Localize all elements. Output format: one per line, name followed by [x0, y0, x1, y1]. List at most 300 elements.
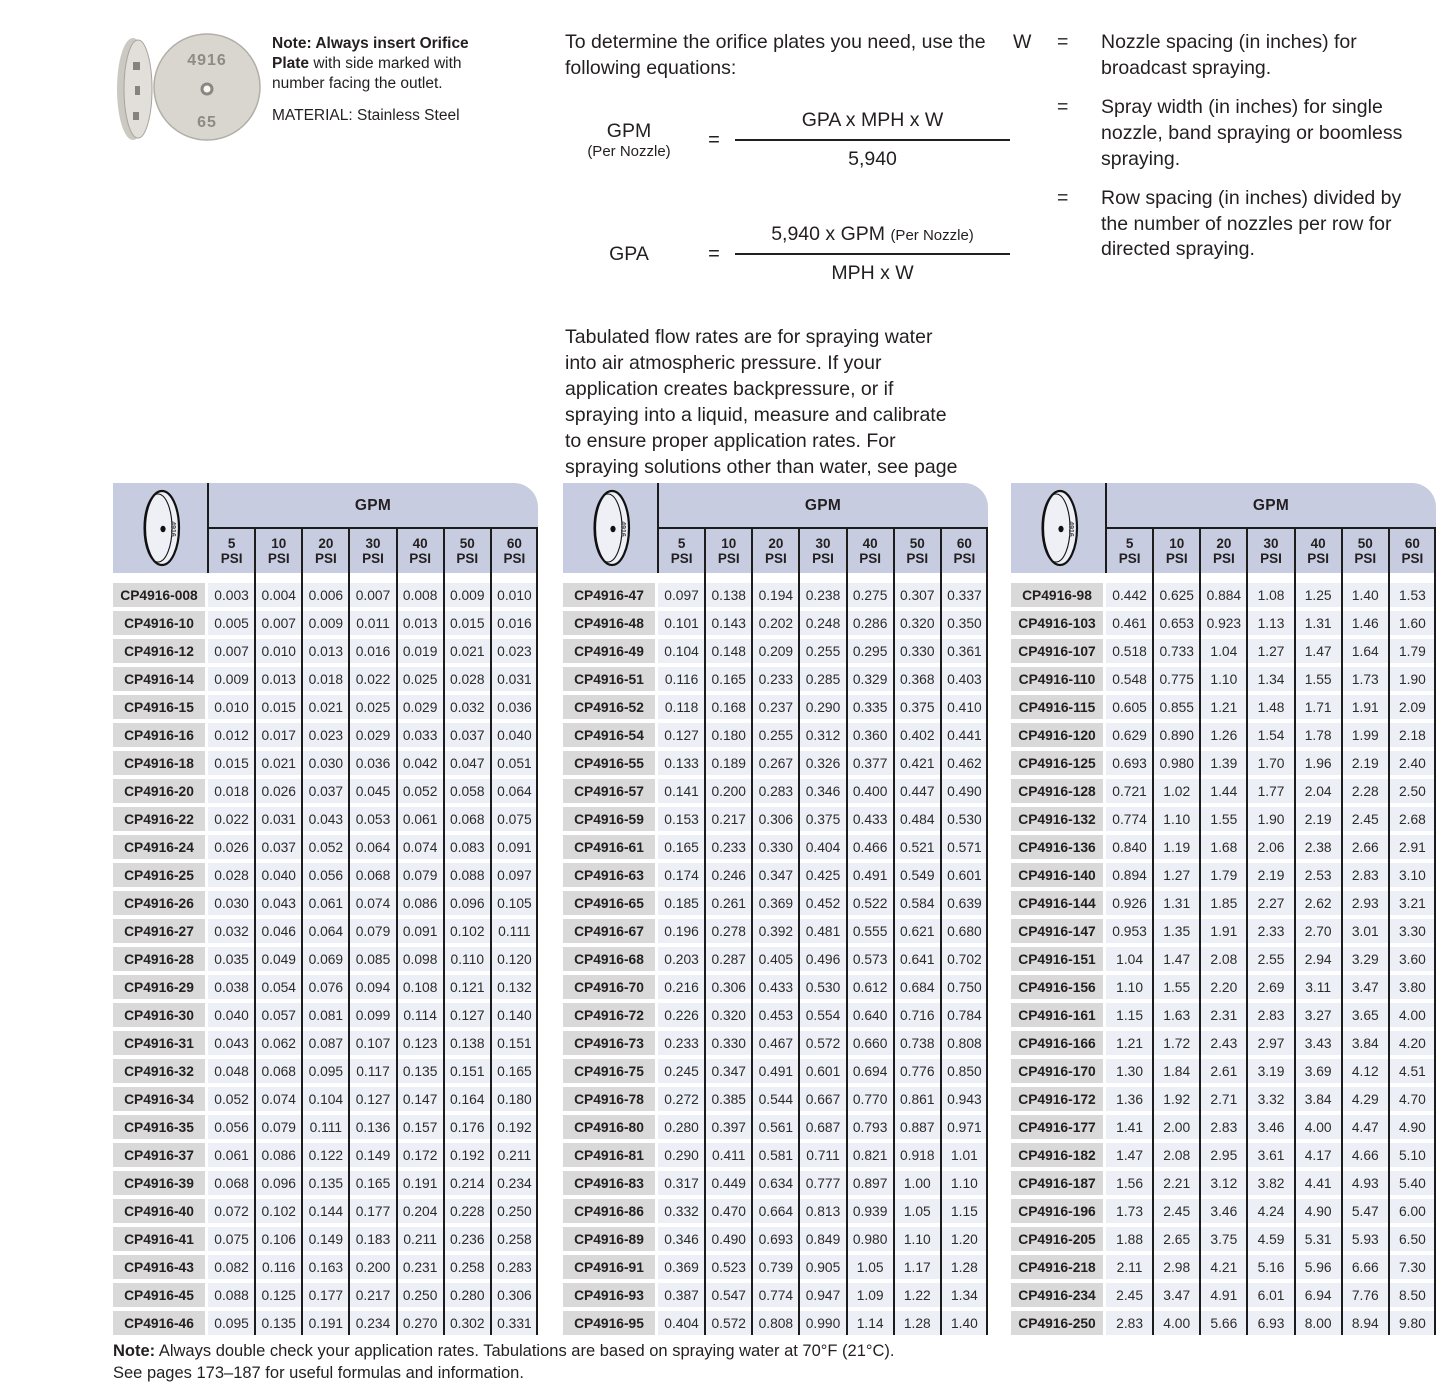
gpm-value-cell: 0.821 [847, 1143, 894, 1167]
gpm-value-cell: 0.116 [255, 1255, 302, 1279]
gpm-value-cell: 1.05 [894, 1199, 941, 1223]
gpm-value-cell: 1.85 [1200, 891, 1247, 915]
row-label: CP4916-170 [1011, 1059, 1103, 1083]
gpm-value-cell: 1.96 [1295, 751, 1342, 775]
gpm-value-cell: 4.90 [1389, 1115, 1436, 1139]
table-row [113, 1255, 538, 1279]
gpm-value-cell: 0.163 [302, 1255, 349, 1279]
gpm-value-cell: 0.061 [208, 1143, 255, 1167]
table-row [113, 807, 538, 831]
insertion-note-text [272, 34, 490, 93]
gpm-value-cell: 0.307 [894, 583, 941, 607]
column-divider [536, 529, 538, 1335]
gpm-value-cell: 4.51 [1389, 1059, 1436, 1083]
row-label: CP4916-40 [113, 1199, 205, 1223]
gpm-value-cell: 0.033 [397, 723, 444, 747]
gpm-value-cell: 0.280 [444, 1283, 491, 1307]
gpm-value-cell: 0.157 [397, 1115, 444, 1139]
gpm-value-cell: 0.022 [208, 807, 255, 831]
gpm-column-header: GPM [354, 496, 392, 514]
column-divider [704, 529, 706, 1335]
gpm-value-cell: 0.064 [302, 919, 349, 943]
gpm-value-cell: 1.47 [1295, 639, 1342, 663]
flow-table-2 [563, 483, 988, 1335]
table-row [1011, 919, 1436, 943]
gpm-value-cell: 0.029 [397, 695, 444, 719]
gpm-value-cell: 2.66 [1342, 835, 1389, 859]
row-label: CP4916-15 [113, 695, 205, 719]
row-label: CP4916-187 [1011, 1171, 1103, 1195]
gpm-value-cell: 4.20 [1389, 1031, 1436, 1055]
gpm-value-cell: 3.27 [1295, 1003, 1342, 1027]
gpm-value-cell: 0.776 [894, 1059, 941, 1083]
psi-column-header: 40 PSI [409, 535, 432, 566]
gpm-value-cell: 0.009 [302, 611, 349, 635]
gpm-value-cell: 0.467 [752, 1031, 799, 1055]
gpm-value-cell: 0.189 [705, 751, 752, 775]
table-header [113, 483, 538, 573]
gpm-value-cell: 0.196 [658, 919, 705, 943]
gpm-value-cell: 0.011 [349, 611, 396, 635]
gpm-value-cell: 0.452 [799, 891, 846, 915]
gpm-value-cell: 2.94 [1295, 947, 1342, 971]
gpm-value-cell: 1.36 [1106, 1087, 1153, 1111]
gpm-value-cell: 1.28 [941, 1255, 988, 1279]
gpm-value-cell: 0.971 [941, 1115, 988, 1139]
insertion-note [272, 34, 490, 126]
gpm-value-cell: 0.849 [799, 1227, 846, 1251]
gpm-value-cell: 0.040 [208, 1003, 255, 1027]
psi-column-header: 40 PSI [1307, 535, 1330, 566]
gpm-value-cell: 0.052 [302, 835, 349, 859]
table-row [113, 583, 538, 607]
gpa-equation-lhs [565, 244, 693, 265]
gpm-value-cell: 0.125 [255, 1283, 302, 1307]
gpm-value-cell: 0.058 [444, 779, 491, 803]
gpm-value-cell: 0.664 [752, 1199, 799, 1223]
gpm-value-cell: 0.320 [894, 611, 941, 635]
gpm-value-cell: 3.32 [1247, 1087, 1294, 1111]
psi-column-header: 50 PSI [906, 535, 929, 566]
row-label: CP4916-29 [113, 975, 205, 999]
gpm-value-cell: 1.10 [1106, 975, 1153, 999]
gpm-value-cell: 0.258 [444, 1255, 491, 1279]
gpm-value-cell: 0.105 [491, 891, 538, 915]
row-label: CP4916-54 [563, 723, 655, 747]
row-label: CP4916-24 [113, 835, 205, 859]
gpm-value-cell: 0.331 [491, 1311, 538, 1335]
column-divider [443, 529, 445, 1335]
gpm-value-cell: 2.27 [1247, 891, 1294, 915]
row-label: CP4916-45 [113, 1283, 205, 1307]
table-header [563, 483, 988, 573]
gpm-value-cell: 0.091 [491, 835, 538, 859]
gpm-value-cell: 0.330 [894, 639, 941, 663]
column-divider [1341, 529, 1343, 1335]
gpm-value-cell: 0.023 [491, 639, 538, 663]
gpm-value-cell: 2.45 [1106, 1283, 1153, 1307]
gpm-value-cell: 0.026 [208, 835, 255, 859]
gpm-value-cell: 0.110 [444, 947, 491, 971]
gpm-value-cell: 0.076 [302, 975, 349, 999]
gpm-value-cell: 0.018 [302, 667, 349, 691]
row-label: CP4916-28 [113, 947, 205, 971]
gpm-value-cell: 0.053 [349, 807, 396, 831]
gpm-value-cell: 0.421 [894, 751, 941, 775]
gpm-value-cell: 0.026 [255, 779, 302, 803]
gpm-value-cell: 0.008 [397, 583, 444, 607]
w-definition-row [1013, 30, 1418, 82]
gpm-value-cell: 0.211 [397, 1227, 444, 1251]
gpm-value-cell: 0.211 [491, 1143, 538, 1167]
gpm-value-cell: 0.009 [208, 667, 255, 691]
insertion-note-bold: Note: Always insert Orifice Plate [272, 35, 469, 72]
gpm-value-cell: 0.346 [658, 1227, 705, 1251]
gpm-value-cell: 1.25 [1295, 583, 1342, 607]
gpm-value-cell: 0.466 [847, 835, 894, 859]
gpm-value-cell: 3.19 [1247, 1059, 1294, 1083]
gpm-value-cell: 2.53 [1295, 863, 1342, 887]
gpm-value-cell: 0.285 [799, 667, 846, 691]
gpm-value-cell: 8.94 [1342, 1311, 1389, 1335]
gpm-value-cell: 0.405 [752, 947, 799, 971]
psi-column-header: 60 PSI [503, 535, 526, 566]
row-label: CP4916-18 [113, 751, 205, 775]
psi-header-row [1106, 529, 1436, 573]
plate-model-marking: 4916 [187, 52, 227, 69]
gpm-value-cell: 1.34 [941, 1283, 988, 1307]
gpm-value-cell: 0.442 [1106, 583, 1153, 607]
gpm-value-cell: 0.326 [799, 751, 846, 775]
gpm-value-cell: 4.29 [1342, 1087, 1389, 1111]
gpm-value-cell: 1.71 [1295, 695, 1342, 719]
row-label: CP4916-16 [113, 723, 205, 747]
gpm-value-cell: 0.023 [302, 723, 349, 747]
row-label: CP4916-22 [113, 807, 205, 831]
gpm-value-cell: 0.102 [444, 919, 491, 943]
orifice-plate-photo-graphic [103, 26, 268, 148]
table-row [113, 947, 538, 971]
gpm-value-cell: 0.361 [941, 639, 988, 663]
row-label: CP4916-57 [563, 779, 655, 803]
gpm-value-cell: 3.84 [1342, 1031, 1389, 1055]
gpm-value-cell: 6.94 [1295, 1283, 1342, 1307]
gpm-value-cell: 0.640 [847, 1003, 894, 1027]
table-row [113, 1087, 538, 1111]
gpm-value-cell: 0.087 [302, 1031, 349, 1055]
psi-column-header: 10 PSI [717, 535, 740, 566]
gpm-value-cell: 0.191 [397, 1171, 444, 1195]
gpm-value-cell: 0.491 [847, 863, 894, 887]
gpm-value-cell: 0.237 [752, 695, 799, 719]
gpm-value-cell: 3.75 [1200, 1227, 1247, 1251]
gpm-value-cell: 0.203 [658, 947, 705, 971]
gpm-value-cell: 2.28 [1342, 779, 1389, 803]
row-label: CP4916-147 [1011, 919, 1103, 943]
gpm-value-cell: 0.332 [658, 1199, 705, 1223]
gpm-value-cell: 0.135 [302, 1171, 349, 1195]
gpm-value-cell: 3.47 [1153, 1283, 1200, 1307]
gpm-value-cell: 4.47 [1342, 1115, 1389, 1139]
gpm-value-cell: 0.031 [491, 667, 538, 691]
column-divider [751, 529, 753, 1335]
gpm-value-cell: 0.258 [491, 1227, 538, 1251]
gpm-value-cell: 0.280 [658, 1115, 705, 1139]
row-label: CP4916-41 [113, 1227, 205, 1251]
gpm-value-cell: 0.138 [444, 1031, 491, 1055]
row-label: CP4916-35 [113, 1115, 205, 1139]
psi-column-header: 60 PSI [1401, 535, 1424, 566]
table-row [1011, 807, 1436, 831]
row-label: CP4916-26 [113, 891, 205, 915]
gpm-value-cell: 0.980 [847, 1227, 894, 1251]
footer-note-rest: Always double check your application rates. Tabulations are based on spraying water at 70°F (21°C). [155, 1342, 895, 1360]
row-label: CP4916-30 [113, 1003, 205, 1027]
gpm-value-cell: 1.02 [1153, 779, 1200, 803]
table-row [113, 1283, 538, 1307]
column-divider [1152, 529, 1154, 1335]
gpm-value-cell: 0.147 [397, 1087, 444, 1111]
row-label: CP4916-27 [113, 919, 205, 943]
table-row [1011, 1283, 1436, 1307]
gpm-value-cell: 0.005 [208, 611, 255, 635]
gpm-value-cell: 3.61 [1247, 1143, 1294, 1167]
row-label: CP4916-234 [1011, 1283, 1103, 1307]
gpm-value-cell: 0.037 [444, 723, 491, 747]
gpm-value-cell: 0.601 [799, 1059, 846, 1083]
equals-sign: = [708, 128, 720, 151]
gpm-value-cell: 0.165 [491, 1059, 538, 1083]
gpm-column-header: GPM [1252, 496, 1290, 514]
gpm-value-cell: 2.43 [1200, 1031, 1247, 1055]
psi-column-header: 30 PSI [812, 535, 834, 566]
gpm-value-cell: 0.074 [397, 835, 444, 859]
gpm-value-cell: 0.069 [302, 947, 349, 971]
table-row [563, 1227, 988, 1251]
gpm-value-cell: 0.010 [208, 695, 255, 719]
gpm-value-cell: 5.93 [1342, 1227, 1389, 1251]
gpm-value-cell: 0.165 [705, 667, 752, 691]
table-row [113, 1199, 538, 1223]
gpm-value-cell: 2.19 [1342, 751, 1389, 775]
gpm-value-cell: 2.95 [1200, 1143, 1247, 1167]
gpm-value-cell: 2.93 [1342, 891, 1389, 915]
gpm-value-cell: 0.068 [444, 807, 491, 831]
footer-note-line2: See pages 173–187 for useful formulas and information. [113, 1364, 524, 1383]
gpm-value-cell: 0.447 [894, 779, 941, 803]
row-label: CP4916-39 [113, 1171, 205, 1195]
gpm-value-cell: 0.074 [349, 891, 396, 915]
gpm-value-cell: 0.233 [658, 1031, 705, 1055]
gpm-value-cell: 0.385 [705, 1087, 752, 1111]
gpm-value-cell: 0.320 [705, 1003, 752, 1027]
plate-icon-marking: 4916 [168, 521, 176, 537]
column-divider [1294, 529, 1296, 1335]
intro-text: To determine the orifice plates you need, use the following equations: [565, 31, 986, 79]
w-definition-text: Row spacing (in inches) divided by the number of nozzles per row for directed spraying. [1101, 186, 1402, 261]
psi-header-row [208, 529, 538, 573]
gpm-value-cell: 0.007 [208, 639, 255, 663]
gpm-value-cell: 1.13 [1247, 611, 1294, 635]
gpm-value-cell: 0.029 [349, 723, 396, 747]
gpm-value-cell: 2.11 [1106, 1255, 1153, 1279]
gpm-value-cell: 0.629 [1106, 723, 1153, 747]
gpm-value-cell: 2.61 [1200, 1059, 1247, 1083]
gpm-value-cell: 0.639 [941, 891, 988, 915]
gpm-value-cell: 3.46 [1200, 1199, 1247, 1223]
gpm-value-cell: 1.27 [1247, 639, 1294, 663]
row-label: CP4916-156 [1011, 975, 1103, 999]
gpm-value-cell: 0.784 [941, 1003, 988, 1027]
gpm-value-cell: 0.048 [208, 1059, 255, 1083]
gpm-value-cell: 0.231 [397, 1255, 444, 1279]
gpm-value-cell: 2.83 [1200, 1115, 1247, 1139]
gpm-value-cell: 0.180 [705, 723, 752, 747]
gpm-value-cell: 0.012 [208, 723, 255, 747]
gpm-value-cell: 0.255 [752, 723, 799, 747]
table-row [563, 639, 988, 663]
gpm-value-cell: 2.83 [1342, 863, 1389, 887]
gpm-value-cell: 0.068 [255, 1059, 302, 1083]
gpm-value-cell: 0.004 [255, 583, 302, 607]
row-label: CP4916-52 [563, 695, 655, 719]
gpm-value-cell: 0.287 [705, 947, 752, 971]
gpm-value-cell: 8.50 [1389, 1283, 1436, 1307]
gpm-value-cell: 0.404 [799, 835, 846, 859]
table-row [1011, 1199, 1436, 1223]
row-label: CP4916-182 [1011, 1143, 1103, 1167]
gpm-value-cell: 0.738 [894, 1031, 941, 1055]
w-symbol: W [1013, 31, 1032, 53]
column-divider [254, 529, 256, 1335]
gpm-value-cell: 0.061 [302, 891, 349, 915]
gpm-value-cell: 0.032 [208, 919, 255, 943]
row-label: CP4916-125 [1011, 751, 1103, 775]
gpm-value-cell: 0.400 [847, 779, 894, 803]
gpm-value-cell: 0.368 [894, 667, 941, 691]
equals-sign: = [1057, 31, 1069, 53]
gpm-value-cell: 0.085 [349, 947, 396, 971]
gpa-equation [565, 223, 1010, 285]
gpm-value-cell: 1.19 [1153, 835, 1200, 859]
gpm-value-cell: 1.15 [1106, 1003, 1153, 1027]
gpm-value-cell: 0.097 [658, 583, 705, 607]
gpm-value-cell: 0.433 [752, 975, 799, 999]
gpm-value-cell: 0.045 [349, 779, 396, 803]
gpm-value-cell: 0.990 [799, 1311, 846, 1335]
row-label: CP4916-80 [563, 1115, 655, 1139]
gpm-value-cell: 0.369 [752, 891, 799, 915]
gpm-value-cell: 0.490 [705, 1227, 752, 1251]
gpm-value-cell: 0.238 [799, 583, 846, 607]
plate-icon-marking: 4916 [618, 521, 626, 537]
gpm-equation-lhs [565, 121, 693, 161]
gpm-value-cell: 0.081 [302, 1003, 349, 1027]
gpm-value-cell: 1.70 [1247, 751, 1294, 775]
equals-sign: = [1057, 186, 1069, 209]
gpm-value-cell: 0.312 [799, 723, 846, 747]
gpm-value-cell: 0.234 [491, 1171, 538, 1195]
gpm-value-cell: 0.019 [397, 639, 444, 663]
row-label: CP4916-61 [563, 835, 655, 859]
row-label: CP4916-144 [1011, 891, 1103, 915]
gpm-value-cell: 0.214 [444, 1171, 491, 1195]
psi-column-header: 10 PSI [1165, 535, 1188, 566]
gpm-value-cell: 0.088 [444, 863, 491, 887]
gpm-value-cell: 0.711 [799, 1143, 846, 1167]
gpm-value-cell: 0.605 [1106, 695, 1153, 719]
gpm-value-cell: 0.554 [799, 1003, 846, 1027]
gpm-value-cell: 1.91 [1342, 695, 1389, 719]
gpm-value-cell: 0.168 [705, 695, 752, 719]
gpm-value-cell: 0.278 [705, 919, 752, 943]
gpm-value-cell: 0.096 [444, 891, 491, 915]
gpm-value-cell: 2.69 [1247, 975, 1294, 999]
gpm-value-cell: 0.116 [658, 667, 705, 691]
column-divider [846, 529, 848, 1335]
gpm-value-cell: 1.88 [1106, 1227, 1153, 1251]
table-row [563, 667, 988, 691]
gpm-value-cell: 0.233 [752, 667, 799, 691]
gpm-value-cell: 0.038 [208, 975, 255, 999]
row-label: CP4916-166 [1011, 1031, 1103, 1055]
table-row [1011, 779, 1436, 803]
gpm-value-cell: 0.302 [444, 1311, 491, 1335]
gpm-value-cell: 0.099 [349, 1003, 396, 1027]
row-label: CP4916-86 [563, 1199, 655, 1223]
table-row [113, 751, 538, 775]
gpm-value-cell: 0.101 [658, 611, 705, 635]
table-row [563, 583, 988, 607]
gpm-value-cell: 0.573 [847, 947, 894, 971]
gpm-value-cell: 0.330 [705, 1031, 752, 1055]
table-row [1011, 1003, 1436, 1027]
gpm-value-cell: 0.180 [491, 1087, 538, 1111]
table-row [113, 1003, 538, 1027]
flow-table-3 [1011, 483, 1436, 1335]
gpm-value-cell: 1.08 [1247, 583, 1294, 607]
gpm-value-cell: 2.83 [1106, 1311, 1153, 1335]
tabulated-flow-note: Tabulated flow rates are for spraying water into air atmospheric pressure. If your application creates backpressure, or if spraying into a liquid, measure and calibrate to ensure proper application rates. For spraying solutions other than water, see page [565, 326, 958, 479]
gpm-value-cell: 0.037 [302, 779, 349, 803]
row-label: CP4916-59 [563, 807, 655, 831]
gpm-value-cell: 0.369 [658, 1255, 705, 1279]
gpm-value-cell: 1.54 [1247, 723, 1294, 747]
gpm-value-cell: 4.91 [1200, 1283, 1247, 1307]
gpm-value-cell: 1.40 [941, 1311, 988, 1335]
gpm-value-cell: 2.08 [1153, 1143, 1200, 1167]
gpm-value-cell: 2.68 [1389, 807, 1436, 831]
gpm-value-cell: 0.667 [799, 1087, 846, 1111]
table-row [563, 807, 988, 831]
gpm-value-cell: 0.461 [1106, 611, 1153, 635]
gpm-value-cell: 0.094 [349, 975, 396, 999]
gpm-value-cell: 0.068 [349, 863, 396, 887]
gpm-value-cell: 1.46 [1342, 611, 1389, 635]
gpm-value-cell: 0.561 [752, 1115, 799, 1139]
gpm-value-cell: 0.064 [491, 779, 538, 803]
gpm-value-cell: 0.337 [941, 583, 988, 607]
gpm-value-cell: 0.228 [444, 1199, 491, 1223]
gpm-value-cell: 0.317 [658, 1171, 705, 1195]
row-label: CP4916-81 [563, 1143, 655, 1167]
gpm-value-cell: 3.01 [1342, 919, 1389, 943]
gpm-value-cell: 0.470 [705, 1199, 752, 1223]
gpm-value-cell: 3.47 [1342, 975, 1389, 999]
gpm-value-cell: 0.194 [752, 583, 799, 607]
column-divider [1105, 483, 1107, 573]
gpm-value-cell: 0.127 [444, 1003, 491, 1027]
